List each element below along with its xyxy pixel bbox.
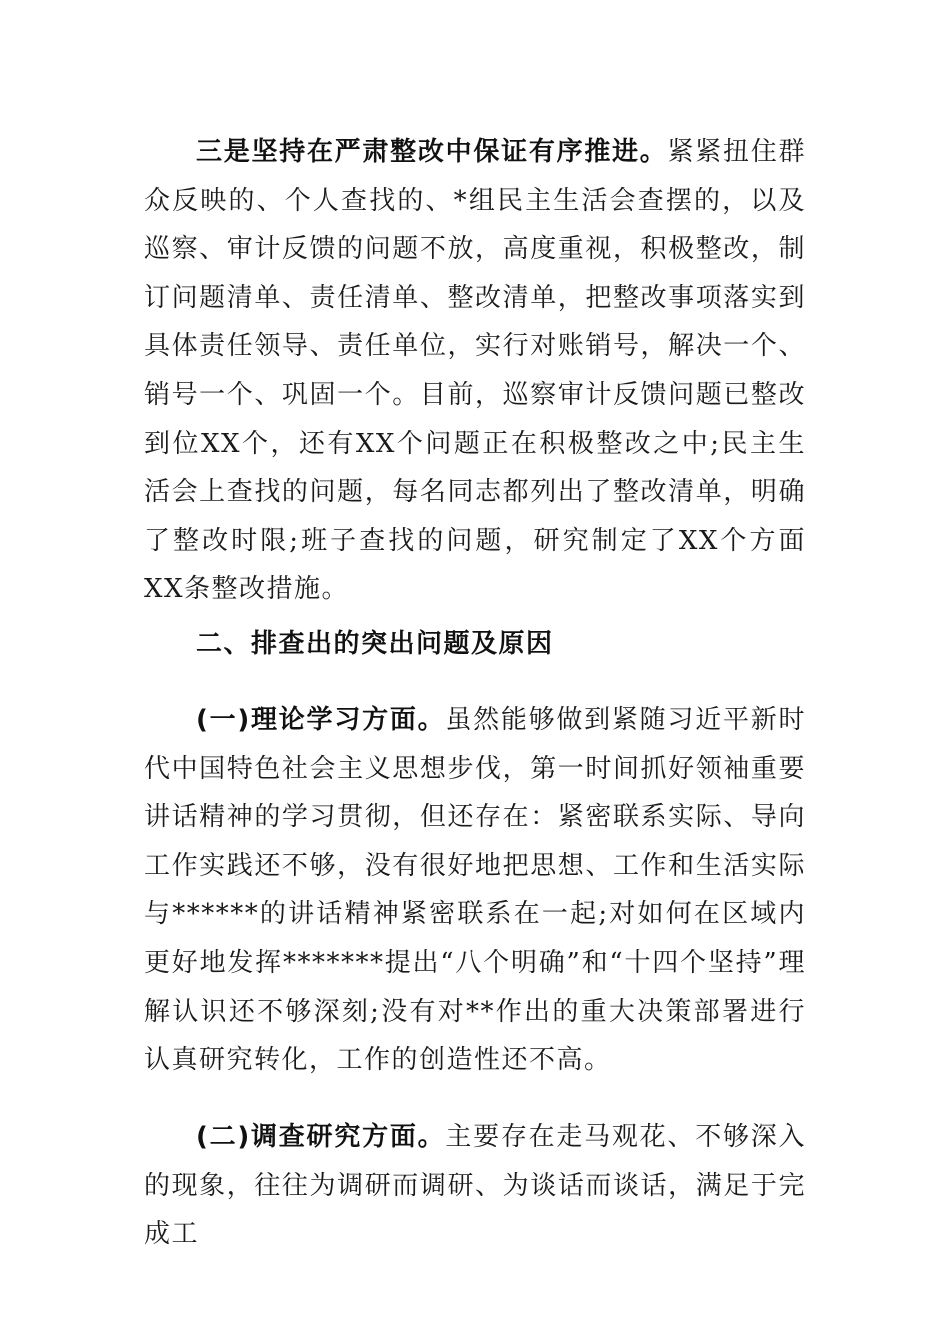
paragraph-theory-study (144, 696, 806, 1085)
paragraph-lead: (一)理论学习方面。 (196, 705, 446, 735)
paragraph-lead: 三是坚持在严肃整改中保证有序推进。 (196, 137, 668, 167)
paragraph-investigation-research (144, 1113, 806, 1259)
paragraph-body: 紧紧扭住群众反映的、个人查找的、*组民主生活会查摆的，以及巡察、审计反馈的问题不放，高度重视，积极整改，制订问题清单、责任清单、整改清单，把整改事项落实到具体责任领导、责任单位，实行对账销号，解决一个、销号一个、巩固一个。目前，巡察审计反馈问题已整改到位XX个，还有XX个问题正在积极整改之中;民主生活会上查找的问题，每名同志都列出了整改清单，明确了整改时限;班子查找的问题，研究制定了XX个方面XX条整改措施。 (144, 137, 806, 605)
paragraph-lead: (二)调查研究方面。 (196, 1122, 446, 1152)
paragraph-rectification (144, 128, 806, 614)
paragraph-body: 虽然能够做到紧随习近平新时代中国特色社会主义思想步伐，第一时间抓好领袖重要讲话精神的学习贯彻，但还存在：紧密联系实际、导向工作实践还不够，没有很好地把思想、工作和生活实际与******的讲话精神紧密联系在一起;对如何在区域内更好地发挥*******提出“八个明确”和“十四个坚持”理解认识还不够深刻;没有对**作出的重大决策部署进行认真研究转化，工作的创造性还不高。 (144, 705, 806, 1076)
section-heading: 二、排查出的突出问题及原因 (196, 629, 554, 659)
paragraph-body: 主要存在走马观花、不够深入的现象，往往为调研而调研、为谈话而谈话，满足于完成工 (144, 1122, 806, 1250)
